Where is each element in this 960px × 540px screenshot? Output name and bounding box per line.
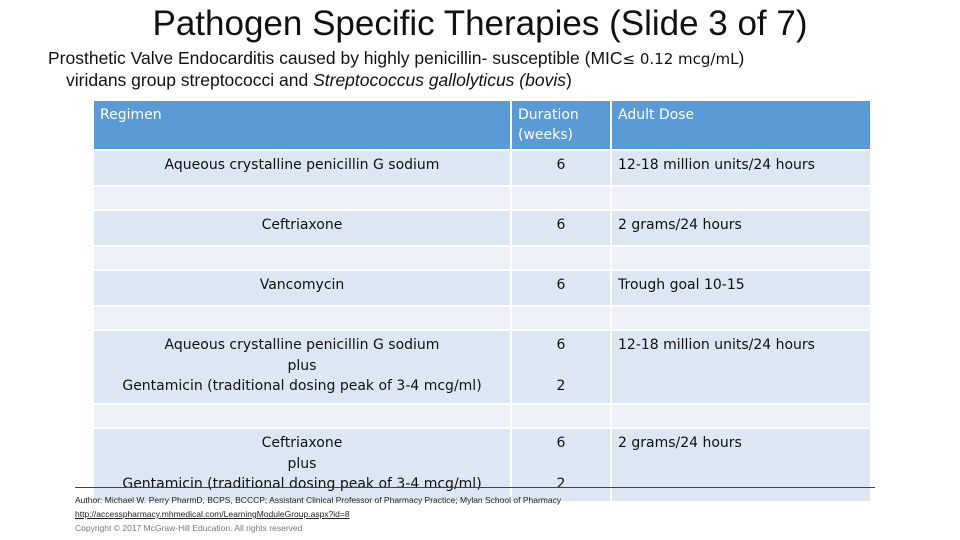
regimen-cell: Ceftriaxone xyxy=(93,210,511,246)
duration-cell: 6 xyxy=(511,210,611,246)
header-adult-dose: Adult Dose xyxy=(611,100,871,150)
source-link[interactable]: http://accesspharmacy.mhmedical.com/LearningModuleGroup.aspx?id=8 xyxy=(75,509,350,519)
header-duration: Duration (weeks) xyxy=(511,100,611,150)
spacer-row xyxy=(93,246,871,270)
copyright-notice: Copyright © 2017 McGraw-Hill Education. All rights reserved xyxy=(75,523,303,533)
duration-cell: 6 xyxy=(511,270,611,306)
duration-cell: 6 2 xyxy=(511,330,611,404)
table-row xyxy=(93,330,871,404)
regimen-cell: Vancomycin xyxy=(93,270,511,306)
table-row xyxy=(93,210,871,246)
spacer-row xyxy=(93,404,871,428)
table-header-row xyxy=(93,100,871,150)
subtitle-line2: viridans group streptococci and Streptococcus gallolyticus (bovis) xyxy=(66,70,572,90)
regimen-cell: Ceftriaxone plus Gentamicin (traditional dosing peak of 3-4 mcg/ml) xyxy=(93,428,511,502)
slide-subtitle xyxy=(48,48,928,91)
header-regimen: Regimen xyxy=(93,100,511,150)
dose-cell: 2 grams/24 hours xyxy=(611,210,871,246)
dose-cell: 2 grams/24 hours xyxy=(611,428,871,502)
regimen-cell: Aqueous crystalline penicillin G sodium plus Gentamicin (traditional dosing peak of 3-4 mcg/ml) xyxy=(93,330,511,404)
dose-cell: 12-18 million units/24 hours xyxy=(611,330,871,404)
footer xyxy=(75,487,875,535)
regimen-cell: Aqueous crystalline penicillin G sodium xyxy=(93,150,511,186)
duration-cell: 6 2 xyxy=(511,428,611,502)
duration-cell: 6 xyxy=(511,150,611,186)
dose-cell: Trough goal 10-15 xyxy=(611,270,871,306)
table-row xyxy=(93,150,871,186)
dose-cell: 12-18 million units/24 hours xyxy=(611,150,871,186)
table-row xyxy=(93,270,871,306)
subtitle-line1: Prosthetic Valve Endocarditis caused by highly penicillin- susceptible (MIC≤ 0.12 mcg/mL) xyxy=(48,48,745,68)
author-credit: Author: Michael W. Perry PharmD, BCPS, BCCCP; Assistant Clinical Professor of Pharmacy Practice; Mylan School of Pharmacy xyxy=(75,495,562,505)
regimen-table xyxy=(92,99,872,503)
spacer-row xyxy=(93,306,871,330)
slide-title: Pathogen Specific Therapies (Slide 3 of 7) xyxy=(152,4,808,43)
spacer-row xyxy=(93,186,871,210)
